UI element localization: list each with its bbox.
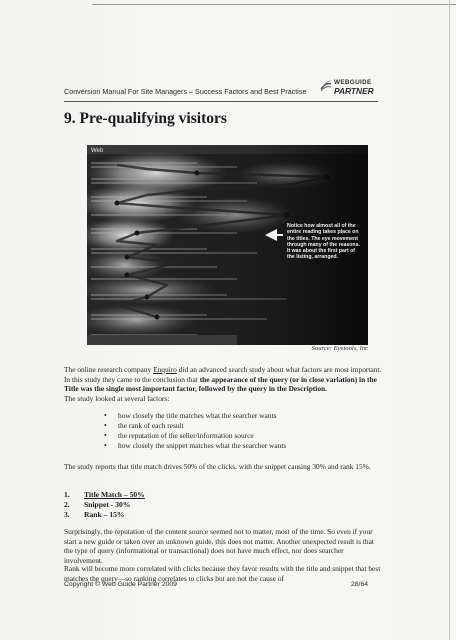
list-item: • how closely the title matches what the searcher wants (104, 411, 286, 421)
footer-copyright: Copyright © Web Guide Partner 2009 (64, 581, 177, 588)
logo-swirl-icon (320, 80, 332, 92)
scan-top-line (92, 4, 456, 5)
figure-caption: Source: Eyetools, Inc (311, 345, 368, 352)
click-factor-ranking (64, 490, 145, 520)
eyetracking-heatmap-figure (87, 145, 368, 345)
intro-text-middle: did an advanced search study about what factors are most important. In this study they came to the conclusion that (64, 365, 382, 384)
intro-bold-conclusion: the appearance of the query (or in close variation) in the Title was the single most important factor, followed by the query in the Description. (64, 374, 377, 394)
webguide-partner-logo (320, 78, 378, 98)
header-title: Conversion Manual For Site Managers – Success Factors and Best Practise (64, 87, 307, 96)
enquiro-link[interactable]: Enquiro (153, 365, 177, 374)
header-rule (64, 101, 378, 102)
list-item (64, 500, 145, 510)
intro-text-start: The online research company (64, 365, 154, 374)
page-header (64, 78, 378, 100)
section-title: 9. Pre-qualifying visitors (64, 110, 227, 127)
factors-list (104, 411, 286, 451)
list-item: • how closely the snippet matches what the searcher wants (104, 441, 286, 451)
footer-page-number: 28/64 (351, 581, 369, 588)
rank-label: Rank – 15% (84, 510, 125, 519)
rank-number: 1. (64, 490, 70, 499)
rank-number: 2. (64, 500, 70, 509)
logo-text-bottom: PARTNER (334, 86, 374, 96)
heatmap-callout: Notice how almost all of the entire reading takes place on the titles. The eye movement through many of the reasons. It was about the first part of the listing, arranged. (287, 223, 360, 261)
list-item (64, 490, 145, 500)
list-item (64, 510, 145, 520)
rank-label: Title Match – 50% (84, 490, 145, 499)
rank-paragraph: Rank will become more correlated with clicks because they favor results with the title and snippet that best matches the query—so ranking correlates to clicks but are not the cause of (64, 564, 381, 583)
logo-text-top: WEBGUIDE (334, 79, 372, 86)
scan-page-edge (449, 0, 450, 640)
list-item: • the rank of each result (104, 421, 286, 431)
intro-paragraph (64, 365, 382, 394)
reports-paragraph: The study reports that title match drives 50% of the clicks, with the snippet causing 30% and rank 15%. (64, 462, 371, 471)
list-item: • the reputation of the seller/information source (104, 431, 286, 441)
rank-number: 3. (64, 510, 70, 519)
surprise-paragraph: Surprisingly, the reputation of the content source seemed not to matter, most of the time. So even if your start a new guide or taken over an unknown guide, this does not matter. Another unexpected result is that the type of query (informational or transactional) does not have much effect, nor does searcher involvement. (64, 527, 374, 565)
rank-label: Snippet - 30% (84, 500, 131, 509)
factors-lead-paragraph: The study looked at several factors: (64, 394, 170, 403)
